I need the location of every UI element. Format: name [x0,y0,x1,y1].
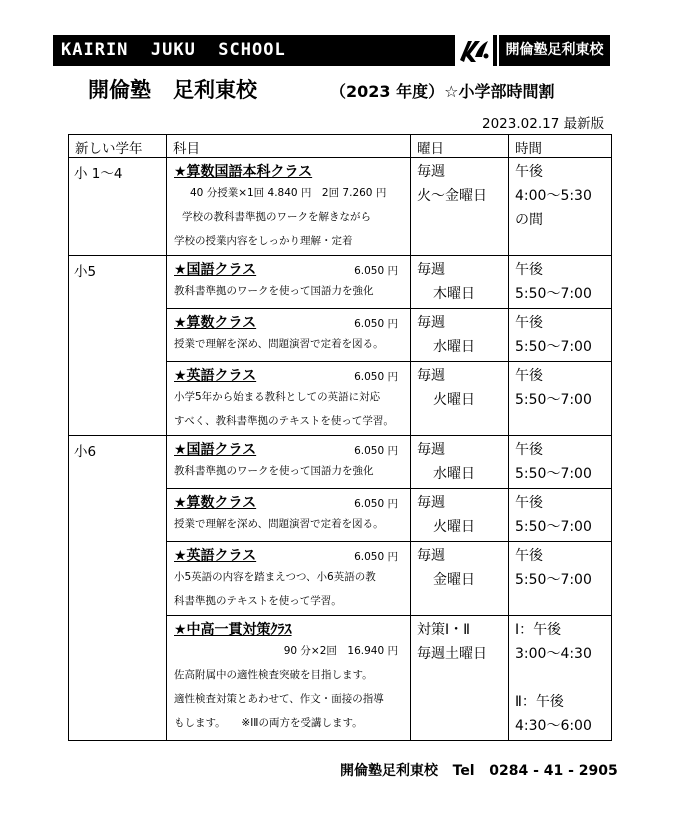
class-description: 授業で理解を深め、問題演習で定着を図る。 [174,338,384,350]
table-row [69,256,612,309]
time-cell: 午後 5:50～7:00 [509,542,612,616]
footer-tel: 0284 - 41 - 2905 [489,763,618,779]
title-branch: 足利東校 [173,78,257,102]
subject-cell [167,489,411,542]
banner-school-name-jp: 開倫塾足利東校 [497,35,610,66]
subject-cell [167,362,411,436]
time-cell: 午後 5:50～7:00 [509,362,612,436]
time-cell: 午後 5:50～7:00 [509,489,612,542]
col-header-grade: 新しい学年 [69,135,167,158]
grade-cell: 小 1～4 [69,158,167,256]
footer-contact [340,760,618,780]
day-cell: 毎週 火曜日 [411,489,509,542]
class-name: ★算数クラス [174,495,257,511]
time-cell: 午後 5:50～7:00 [509,309,612,362]
col-header-time: 時間 [509,135,612,158]
subject-cell [167,158,411,256]
time-cell: 午後 4:00～5:30 の間 [509,158,612,256]
subject-cell [167,436,411,489]
day-cell: 毎週 火曜日 [411,362,509,436]
class-description: 学校の授業内容をしっかり理解・定着 [174,235,353,247]
subject-cell [167,542,411,616]
revision-date: 2023.02.17 最新版 [482,116,605,132]
subject-cell [167,616,411,741]
class-description: 教科書準拠のワークを使って国語力を強化 [174,285,374,297]
day-cell: 毎週 火～金曜日 [411,158,509,256]
class-price: 6.050 円 [354,498,398,510]
class-price: 6.050 円 [354,318,398,330]
timetable [68,134,612,741]
subject-cell [167,309,411,362]
class-description: 適性検査対策とあわせて、作文・面接の指導 [174,693,384,705]
banner-school-name-en: KAIRIN JUKU SCHOOL [61,40,286,60]
kairin-logo-icon [455,35,493,66]
subject-cell [167,256,411,309]
class-name: ★算数クラス [174,315,257,331]
class-name: ★国語クラス [174,442,257,458]
time-cell: Ⅰ：午後 3:00～4:30 Ⅱ：午後 4:30～6:00 [509,616,612,741]
col-header-day: 曜日 [411,135,509,158]
class-description: 教科書準拠のワークを使って国語力を強化 [174,465,374,477]
class-price: 6.050 円 [354,265,398,277]
class-description: 小学5年から始まる教科としての英語に対応 [174,391,381,403]
class-description: 佐高附属中の適性検査突破を目指します。 [174,669,373,681]
page-subtitle: （2023 年度）☆小学部時間割 [330,82,555,101]
grade-cell: 小5 [69,256,167,436]
class-price: 6.050 円 [354,445,398,457]
class-name: ★国語クラス [174,262,257,278]
class-description: 科書準拠のテキストを使って学習。 [174,595,342,607]
page-title [88,74,257,104]
class-name: ★中高一貫対策ｸﾗｽ [174,622,292,638]
class-description: すべく、教科書準拠のテキストを使って学習。 [174,415,394,427]
footer-school: 開倫塾足利東校 [340,763,438,779]
class-name: ★英語クラス [174,368,257,384]
class-description: 学校の教科書準拠のワークを解きながら [182,211,371,223]
day-cell: 毎週 木曜日 [411,256,509,309]
class-price: 6.050 円 [354,551,398,563]
table-header-row [69,135,612,158]
class-description: もします。 ※ⅠⅡの両方を受講します。 [174,717,363,729]
day-cell: 対策Ⅰ・Ⅱ 毎週土曜日 [411,616,509,741]
class-price: 90 分×2回 16.940 円 [283,645,398,657]
grade-cell: 小6 [69,436,167,741]
col-header-subject: 科目 [167,135,411,158]
day-cell: 毎週 水曜日 [411,309,509,362]
class-name: ★算数国語本科クラス [174,164,313,180]
table-row [69,158,612,256]
class-name: ★英語クラス [174,548,257,564]
table-row [69,436,612,489]
day-cell: 毎週 金曜日 [411,542,509,616]
footer-tel-label: Tel [452,763,475,779]
class-price: 40 分授業×1回 4.840 円 2回 7.260 円 [190,187,387,199]
title-brand: 開倫塾 [88,78,151,102]
time-cell: 午後 5:50～7:00 [509,436,612,489]
class-price: 6.050 円 [354,371,398,383]
time-cell: 午後 5:50～7:00 [509,256,612,309]
header-banner [53,35,610,66]
class-description: 小5英語の内容を踏まえつつ、小6英語の教 [174,571,376,583]
day-cell: 毎週 水曜日 [411,436,509,489]
class-description: 授業で理解を深め、問題演習で定着を図る。 [174,518,384,530]
